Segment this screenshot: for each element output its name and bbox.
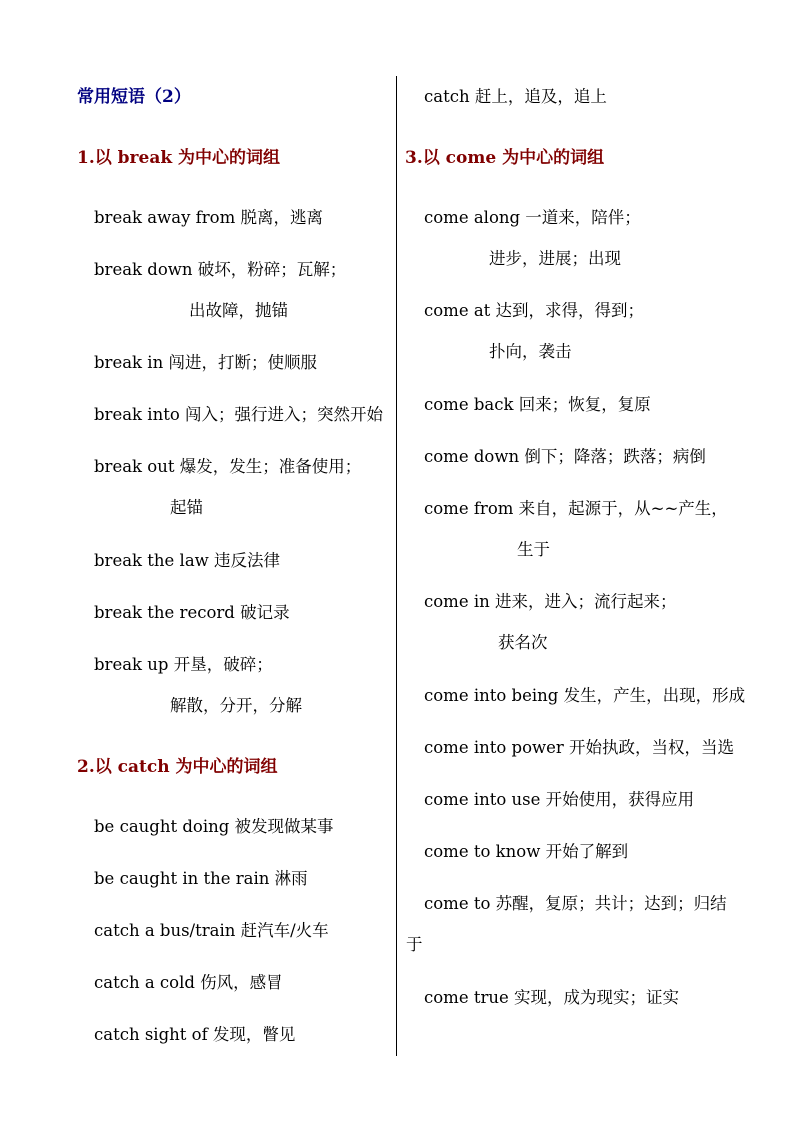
phrase-entry-continuation: 扑向，袭击 [489,342,572,361]
phrase-entry: come along 一道来，陪伴； [424,208,641,227]
phrase-entry: catch 赶上，追及，追上 [424,87,607,106]
phrase-entry-continuation: 解散，分开，分解 [170,696,302,715]
phrase-entry-continuation: 获名次 [498,633,548,652]
phrase-entry: come down 倒下；降落；跌落；病倒 [424,447,706,466]
phrase-entry-continuation: 生于 [517,540,550,559]
phrase-entry: come into power 开始执政，当权，当选 [424,738,735,757]
phrase-entry: come into being 发生，产生，出现，形成 [424,686,746,705]
section-heading-come: 3.以 come 为中心的词组 [405,148,605,168]
section-heading-catch: 2.以 catch 为中心的词组 [77,757,278,777]
phrase-entry: be caught in the rain 淋雨 [94,869,308,888]
phrase-entry: come in 进来，进入；流行起来； [424,592,677,611]
phrase-entry: come to 苏醒，复原；共计；达到；归结 [424,894,727,913]
phrase-entry: catch a bus/train 赶汽车/火车 [94,921,329,940]
phrase-entry: be caught doing 被发现做某事 [94,817,334,836]
phrase-entry-continuation: 出故障，抛锚 [189,301,288,320]
phrase-entry: come at 达到，求得，得到； [424,301,645,320]
phrase-entry: catch sight of 发现，瞥见 [94,1025,296,1044]
phrase-entry: come true 实现，成为现实；证实 [424,988,679,1007]
phrase-entry: break down 破坏，粉碎；瓦解； [94,260,347,279]
column-divider [396,76,397,1056]
phrase-entry: break out 爆发，发生；准备使用； [94,457,362,476]
page-title: 常用短语（2） [77,87,191,107]
section-heading-break: 1.以 break 为中心的词组 [77,148,281,168]
phrase-entry-continuation: 起锚 [170,498,203,517]
phrase-entry: break the law 违反法律 [94,551,281,570]
phrase-entry: come from 来自，起源于，从~~产生， [424,499,728,518]
phrase-entry: break in 闯进，打断；使顺服 [94,353,317,372]
phrase-entry: break the record 破记录 [94,603,290,622]
phrase-entry: catch a cold 伤风，感冒 [94,973,283,992]
phrase-entry: break up 开垦，破碎； [94,655,273,674]
phrase-entry: break into 闯入；强行进入；突然开始 [94,405,384,424]
phrase-entry: come back 回来；恢复，复原 [424,395,651,414]
phrase-entry-continuation: 进步，进展；出现 [489,249,621,268]
phrase-entry: come into use 开始使用，获得应用 [424,790,695,809]
phrase-entry: break away from 脱离，逃离 [94,208,323,227]
phrase-entry: come to know 开始了解到 [424,842,629,861]
phrase-entry-continuation: 于 [406,935,423,954]
